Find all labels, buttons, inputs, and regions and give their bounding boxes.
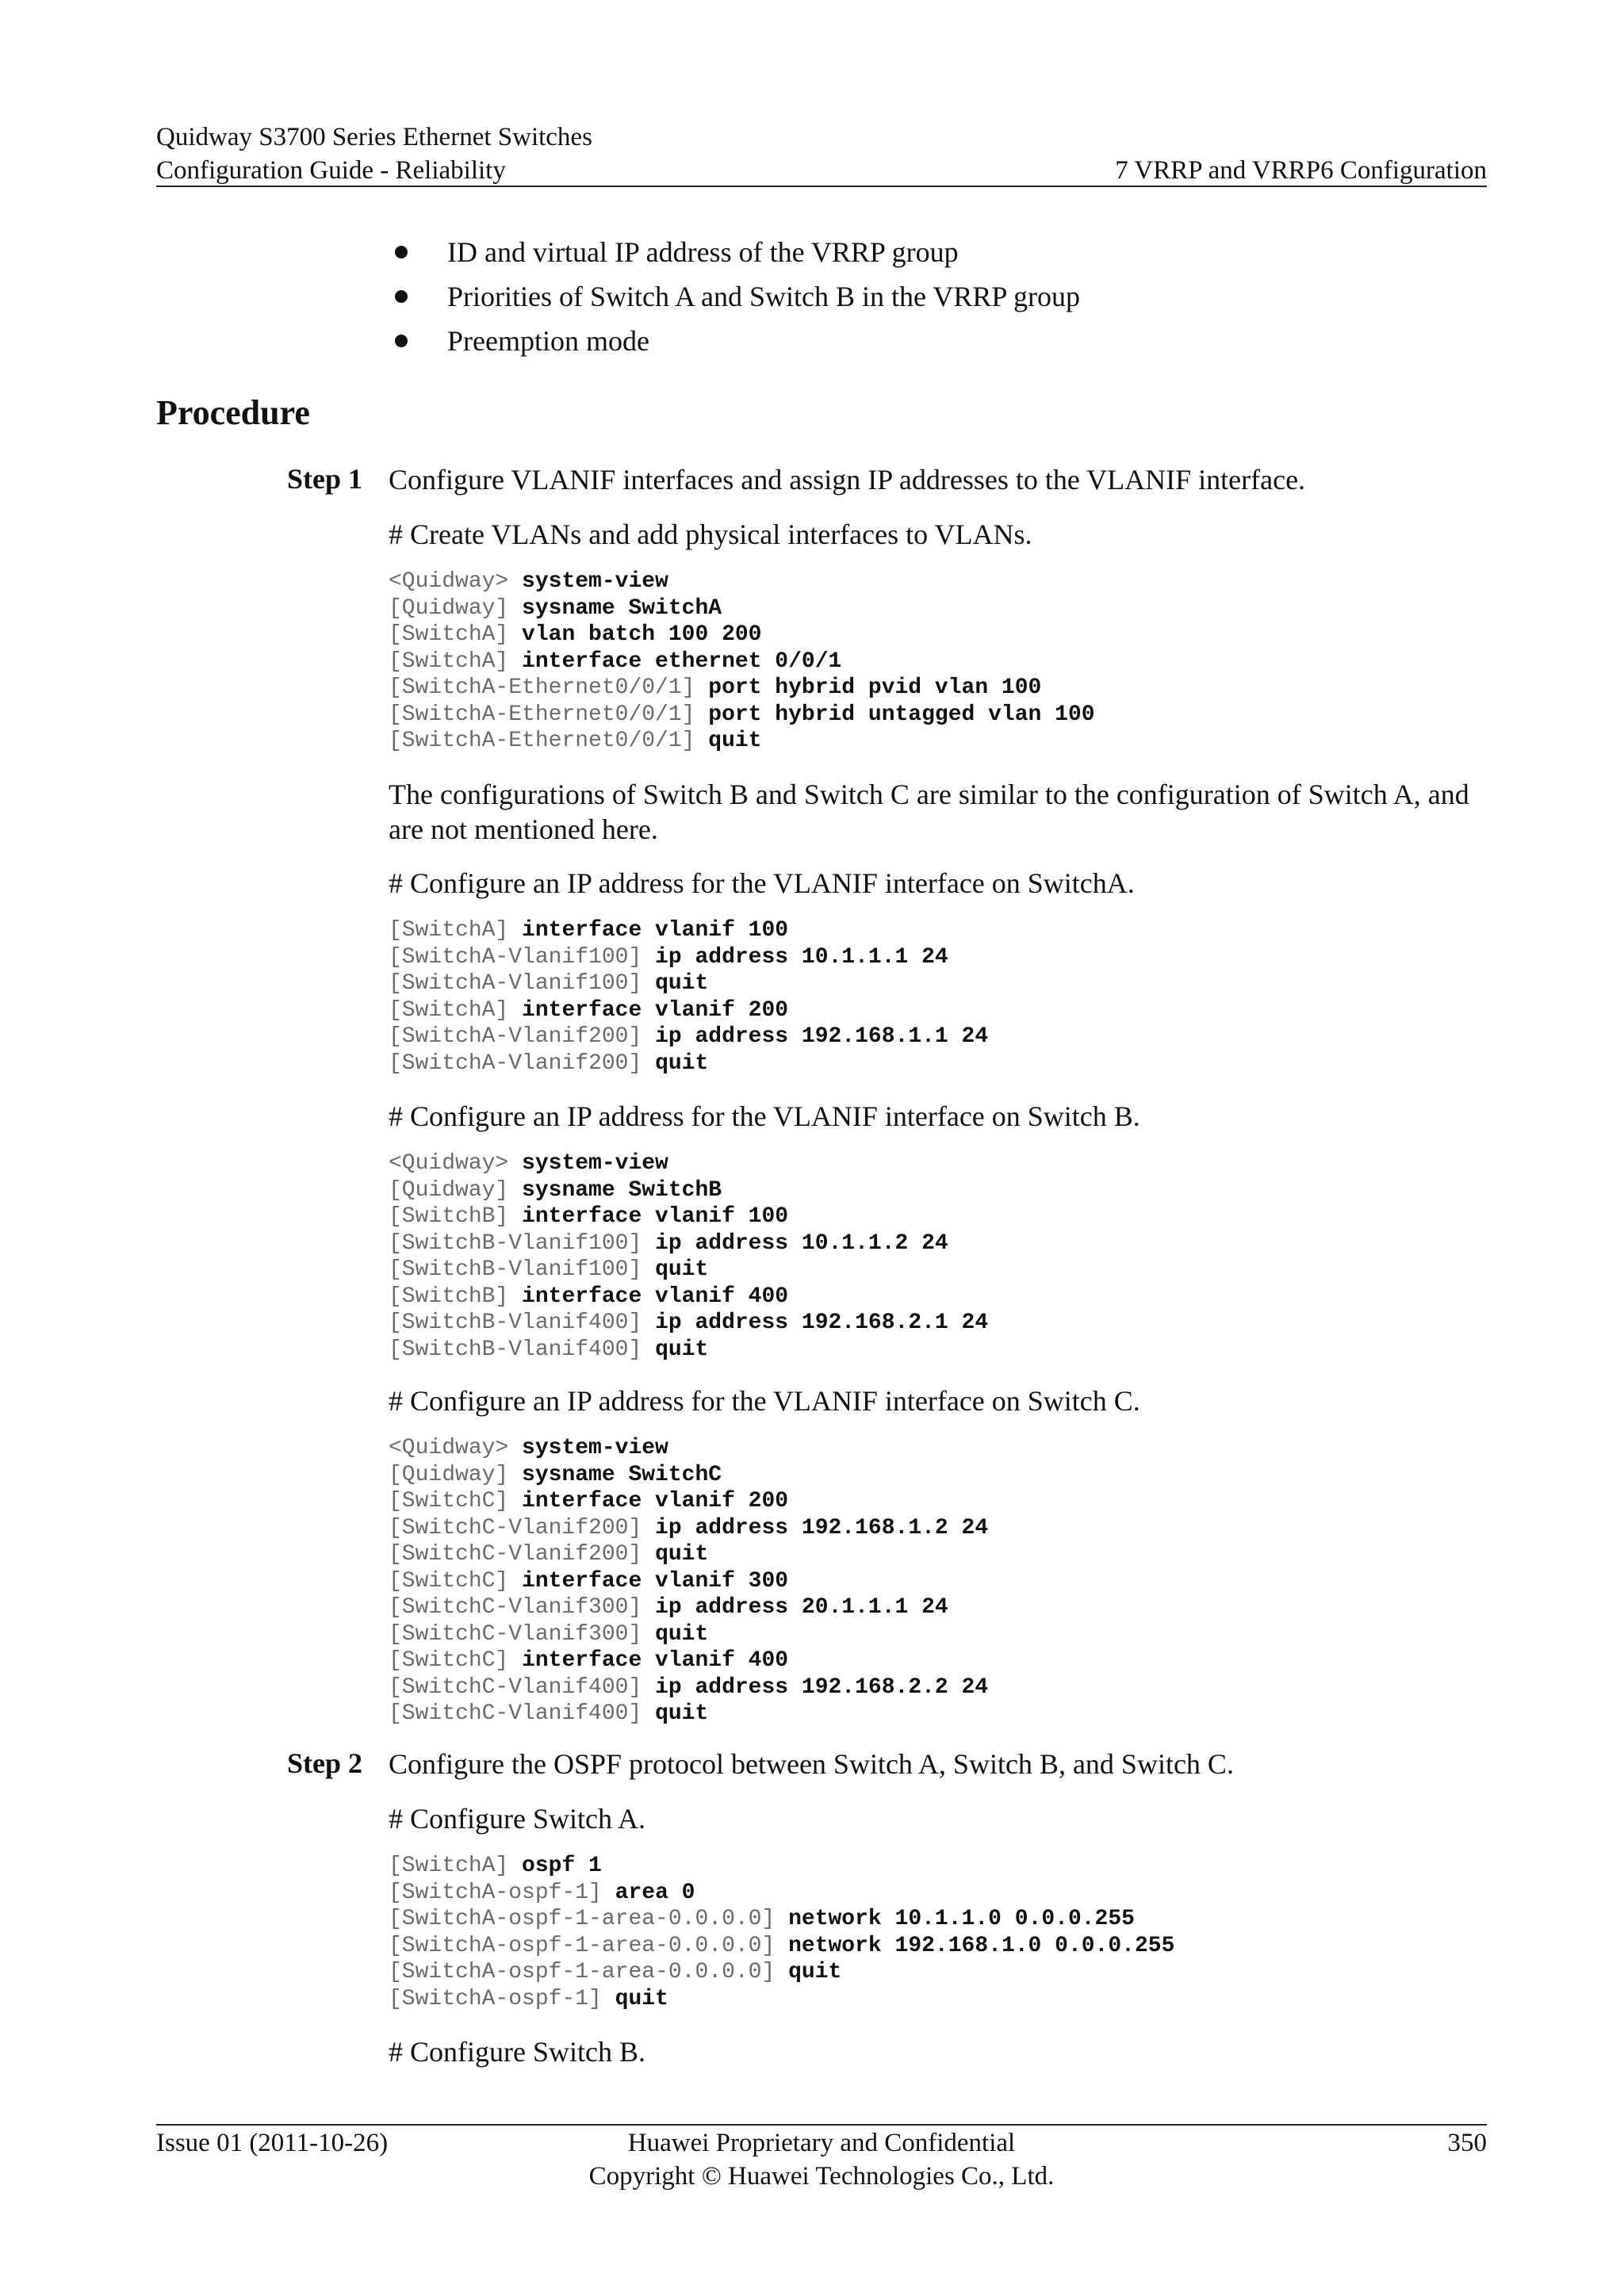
code-line: [389, 1568, 1487, 1595]
code-command: interface vlanif 200: [522, 1489, 789, 1513]
code-command: ip address 192.168.1.1 24: [655, 1024, 989, 1049]
code-line: [389, 1150, 1487, 1177]
code-line: [389, 1515, 1487, 1542]
similar-note: The configurations of Switch B and Switch C are similar to the configuration of Switch A, and are not mentioned here.: [389, 779, 1469, 845]
code-prompt: [SwitchA-Vlanif200]: [389, 1050, 656, 1076]
code-command: system-view: [522, 569, 668, 594]
code-command: ip address 10.1.1.2 24: [655, 1230, 948, 1256]
code-prompt: [SwitchC-Vlanif300]: [389, 1595, 656, 1620]
note-b-block: [389, 1099, 1487, 1134]
code-prompt: [Quidway]: [389, 1462, 523, 1487]
code-command: vlan batch 100 200: [522, 622, 762, 647]
code-line: [389, 1986, 1487, 2013]
code-command: quit: [655, 971, 709, 996]
code-command: ospf 1: [522, 1854, 602, 1878]
code-command: interface vlanif 200: [522, 997, 789, 1023]
code-command: sysname SwitchB: [522, 1177, 722, 1203]
bullet-list: [389, 230, 1080, 363]
code-prompt: [SwitchC-Vlanif400]: [389, 1674, 656, 1700]
code-prompt: [SwitchA-Vlanif100]: [389, 971, 656, 996]
code-line: [389, 1701, 1487, 1728]
code-command: ip address 192.168.2.2 24: [655, 1674, 989, 1700]
code-command: quit: [655, 1621, 709, 1647]
code-line: [389, 1853, 1487, 1880]
code-prompt: [SwitchA-Ethernet0/0/1]: [389, 702, 709, 727]
bullet-dot-icon: [395, 290, 408, 303]
step-2-title-block: [389, 1747, 1487, 1781]
code-prompt: [SwitchA-Vlanif100]: [389, 944, 656, 970]
code-prompt: [SwitchA-ospf-1]: [389, 1880, 615, 1905]
code-line: [389, 997, 1487, 1024]
similar-note-block: [389, 777, 1487, 847]
bullet-dot-icon: [395, 246, 408, 258]
code-command: quit: [655, 1050, 709, 1076]
code-command: system-view: [522, 1151, 668, 1176]
code-prompt: [SwitchA]: [389, 1854, 523, 1878]
code-prompt: [SwitchA-Ethernet0/0/1]: [389, 675, 709, 700]
step-2-note-a-block: [389, 1801, 1487, 1836]
note-switch-b: # Configure an IP address for the VLANIF interface on Switch B.: [389, 1100, 1140, 1132]
code-prompt: <Quidway>: [389, 1151, 523, 1176]
code-command: quit: [655, 1257, 709, 1282]
code-prompt: [SwitchA]: [389, 997, 523, 1023]
code-prompt: [SwitchC-Vlanif300]: [389, 1621, 656, 1647]
code-command: network 192.168.1.0 0.0.0.255: [788, 1933, 1175, 1958]
code-prompt: [SwitchC]: [389, 1489, 523, 1513]
code-line: [389, 1541, 1487, 1568]
code-prompt: [SwitchA-ospf-1]: [389, 1986, 615, 2011]
note-switch-a: # Configure an IP address for the VLANIF interface on SwitchA.: [389, 867, 1135, 899]
code-line: [389, 1462, 1487, 1489]
code-command: ip address 20.1.1.1 24: [655, 1595, 948, 1620]
code-line: [389, 1257, 1487, 1284]
code-block-switch-b: [389, 1150, 1487, 1363]
code-prompt: [SwitchC-Vlanif200]: [389, 1515, 656, 1540]
footer-copyright: Copyright © Huawei Technologies Co., Ltd.: [588, 2162, 1055, 2191]
code-line: [389, 1230, 1487, 1257]
code-line: [389, 1488, 1487, 1515]
step-2-label: Step 2: [287, 1747, 363, 1779]
code-command: quit: [788, 1960, 842, 1984]
code-prompt: [SwitchC-Vlanif200]: [389, 1542, 656, 1567]
step-1-title-block: [389, 462, 1487, 497]
code-command: area 0: [615, 1880, 695, 1905]
code-line: [389, 917, 1487, 944]
code-prompt: [SwitchC-Vlanif400]: [389, 1701, 656, 1726]
footer-issue: Issue 01 (2011-10-26): [156, 2129, 389, 2157]
code-line: [389, 1674, 1487, 1701]
code-block-vlans: [389, 568, 1487, 755]
code-command: interface vlanif 400: [522, 1648, 789, 1673]
code-line: [389, 622, 1487, 649]
note-switch-c: # Configure an IP address for the VLANIF interface on Switch C.: [389, 1385, 1140, 1417]
section-heading: Procedure: [156, 393, 310, 432]
code-command: quit: [708, 729, 762, 753]
code-prompt: [SwitchB-Vlanif100]: [389, 1257, 656, 1282]
code-line: [389, 1203, 1487, 1230]
code-prompt: [Quidway]: [389, 1177, 523, 1203]
note-a-block: [389, 866, 1487, 901]
code-line: [389, 675, 1487, 702]
code-command: quit: [615, 1986, 668, 2011]
code-command: sysname SwitchA: [522, 595, 722, 621]
code-prompt: [SwitchB]: [389, 1284, 523, 1309]
code-line: [389, 970, 1487, 997]
code-command: interface vlanif 300: [522, 1568, 789, 1594]
header-divider: [156, 186, 1487, 187]
code-prompt: [SwitchA]: [389, 918, 523, 943]
code-prompt: <Quidway>: [389, 569, 523, 594]
code-command: network 10.1.1.0 0.0.0.255: [788, 1907, 1135, 1931]
code-command: ip address 10.1.1.1 24: [655, 944, 948, 970]
code-command: port hybrid untagged vlan 100: [708, 702, 1095, 727]
header-product: Quidway S3700 Series Ethernet Switches: [156, 123, 592, 151]
note-c-block: [389, 1383, 1487, 1418]
code-line: [389, 702, 1487, 729]
code-line: [389, 1024, 1487, 1050]
bullet-item: Preemption mode: [389, 319, 1080, 363]
footer-confidential: Huawei Proprietary and Confidential: [627, 2129, 1016, 2157]
code-prompt: [SwitchC]: [389, 1568, 523, 1594]
code-line: [389, 568, 1487, 595]
header-guide: Configuration Guide - Reliability: [156, 156, 506, 185]
step-1-title: Configure VLANIF interfaces and assign IP addresses to the VLANIF interface.: [389, 464, 1306, 496]
code-prompt: [SwitchB]: [389, 1204, 523, 1229]
code-line: [389, 1310, 1487, 1337]
code-prompt: [SwitchC]: [389, 1648, 523, 1673]
code-command: interface vlanif 400: [522, 1284, 789, 1309]
code-line: [389, 1880, 1487, 1907]
code-command: quit: [655, 1337, 709, 1362]
footer-page-number: 350: [1447, 2129, 1487, 2157]
code-prompt: [SwitchA-ospf-1-area-0.0.0.0]: [389, 1960, 789, 1984]
code-command: interface vlanif 100: [522, 1204, 789, 1229]
code-line: [389, 944, 1487, 971]
code-command: system-view: [522, 1436, 668, 1460]
step-1-label: Step 1: [287, 463, 363, 495]
code-line: [389, 1050, 1487, 1077]
code-line: [389, 1337, 1487, 1364]
step-2-note-b: # Configure Switch B.: [389, 2036, 645, 2068]
code-prompt: [SwitchB-Vlanif400]: [389, 1337, 656, 1362]
code-line: [389, 1177, 1487, 1204]
code-line: [389, 1435, 1487, 1462]
footer-divider: [156, 2124, 1487, 2126]
code-command: interface ethernet 0/0/1: [522, 649, 842, 674]
bullet-item: ID and virtual IP address of the VRRP group: [389, 230, 1080, 274]
code-line: [389, 728, 1487, 755]
code-line: [389, 649, 1487, 675]
code-prompt: [SwitchA]: [389, 649, 523, 674]
code-prompt: [SwitchB-Vlanif400]: [389, 1311, 656, 1335]
code-line: [389, 595, 1487, 622]
code-line: [389, 1906, 1487, 1933]
code-command: ip address 192.168.2.1 24: [655, 1311, 989, 1335]
code-prompt: [SwitchB-Vlanif100]: [389, 1230, 656, 1256]
code-block-ospf-a: [389, 1853, 1487, 2012]
page-header: [156, 121, 1487, 187]
code-command: port hybrid pvid vlan 100: [708, 675, 1042, 700]
code-line: [389, 1284, 1487, 1311]
code-command: ip address 192.168.1.2 24: [655, 1515, 989, 1540]
code-command: sysname SwitchC: [522, 1462, 722, 1487]
code-prompt: [SwitchA-ospf-1-area-0.0.0.0]: [389, 1933, 789, 1958]
step-1-note-vlans-block: [389, 517, 1487, 552]
code-line: [389, 1647, 1487, 1674]
bullet-item: Priorities of Switch A and Switch B in the VRRP group: [389, 274, 1080, 319]
code-prompt: <Quidway>: [389, 1436, 523, 1460]
header-chapter: 7 VRRP and VRRP6 Configuration: [1115, 156, 1487, 185]
code-prompt: [SwitchA-ospf-1-area-0.0.0.0]: [389, 1907, 789, 1931]
code-block-switch-a: [389, 917, 1487, 1077]
code-command: interface vlanif 100: [522, 918, 789, 943]
code-line: [389, 1933, 1487, 1960]
step-2-note-b-block: [389, 2034, 1487, 2069]
code-prompt: [SwitchA]: [389, 622, 523, 647]
bullet-dot-icon: [395, 335, 408, 347]
code-line: [389, 1959, 1487, 1986]
code-block-switch-c: [389, 1435, 1487, 1728]
step-1-note-vlans: # Create VLANs and add physical interfaces to VLANs.: [389, 519, 1032, 550]
code-prompt: [SwitchA-Vlanif200]: [389, 1024, 656, 1049]
step-2-title: Configure the OSPF protocol between Switch A, Switch B, and Switch C.: [389, 1748, 1234, 1780]
code-line: [389, 1594, 1487, 1621]
code-command: quit: [655, 1542, 709, 1567]
code-prompt: [SwitchA-Ethernet0/0/1]: [389, 729, 709, 753]
code-command: quit: [655, 1701, 709, 1726]
code-line: [389, 1621, 1487, 1648]
step-2-note-a: # Configure Switch A.: [389, 1803, 645, 1835]
footer-center: [156, 2126, 1487, 2193]
code-prompt: [Quidway]: [389, 595, 523, 621]
